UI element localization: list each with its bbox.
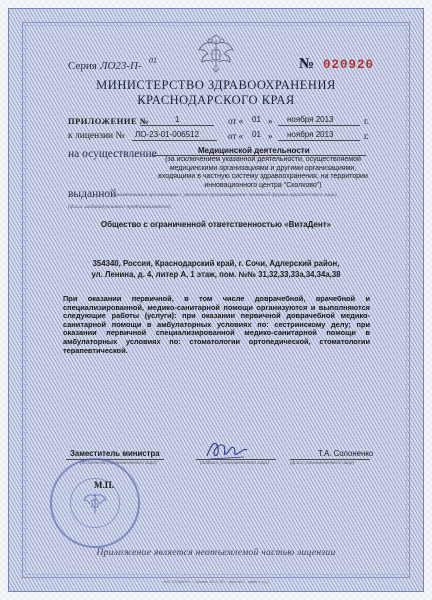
series-value: ЛО23-П- — [100, 60, 142, 72]
name-hint: (ф.и.о. уполномоченного лица) — [290, 461, 355, 466]
ministry-title-line1: МИНИСТЕРСТВО ЗДРАВООХРАНЕНИЯ — [96, 78, 336, 92]
series-label: Серия — [68, 60, 97, 72]
signature-line — [196, 459, 276, 460]
issued-hint-ip: (ф.и.о. индивидуального предпринимателя) — [68, 204, 171, 210]
appendix-from-label: от « — [228, 116, 244, 126]
seal-place-label: М.П. — [94, 480, 114, 490]
issued-hint: (наименование организации с указанием организационно-правовой формы юридического лица) — [112, 192, 337, 198]
signatory-name: Т.А. Солоненко — [318, 449, 374, 458]
appendix-date-line — [278, 125, 360, 126]
appendix-number: 1 — [175, 115, 180, 124]
coat-of-arms-icon — [194, 34, 238, 74]
signatory-position: Заместитель министра — [70, 449, 160, 458]
activity-label: на осуществление — [68, 148, 157, 160]
license-month-year: ноября 2013 — [287, 130, 334, 139]
address-line2: ул. Ленина, д. 4, литер А, 1 этаж, пом. №№ 31,32,33,33а,34,34а,38 — [91, 270, 341, 279]
activity-note: (за исключением указанной деятельности, осуществляемой медицинскими организациями и другими организациями, входящими в частную систему здравоохранения, на территории инновационного центра "Сколково") — [158, 156, 368, 189]
license-day: 01 — [252, 130, 261, 139]
document-number: 020920 — [323, 58, 375, 72]
ministry-title-line2: КРАСНОДАРСКОГО КРАЯ — [137, 93, 295, 107]
printer-info: ЗАО «ОПЦИОН», г. Москва, 2012, «Б» , заказ № 1 , тираж 1 (т.р.) — [163, 580, 269, 584]
signature-hint: (подпись уполномоченного лица) — [200, 461, 269, 466]
services-description: При оказании первичной, в том числе доврачебной, врачебной и специализированной, медико-санитарной помощи организуются и выполняются следующие работы (услуги): при оказании первичной доврачебной медико-санитарной помощи в амбулаторных условиях по: сестринскому делу; при оказании первичной специализированной медико-санитарной помощи в амбулаторных условиях по: стоматологии ортопедической, стоматологии терапевтической. — [63, 294, 370, 355]
issued-label: выданной — [68, 188, 117, 200]
activity-value: Медицинской деятельности — [198, 146, 310, 155]
footer-note: Приложение является неотъемлемой частью лицензии — [96, 548, 336, 558]
organization-name: Общество с ограниченной ответственностью «ВитаДент» — [100, 220, 332, 229]
license-year-suffix: г. — [364, 131, 369, 141]
license-date-line — [278, 140, 360, 141]
license-label: к лицензии № — [68, 131, 125, 141]
series-suffix: 01 — [149, 56, 157, 65]
appendix-day-close: » — [268, 116, 273, 126]
license-day-close: » — [268, 131, 273, 141]
appendix-number-line — [140, 125, 214, 126]
appendix-year-suffix: г. — [364, 116, 369, 126]
appendix-day: 01 — [252, 115, 261, 124]
license-from-label: от « — [228, 131, 244, 141]
name-line — [290, 459, 370, 460]
appendix-month-year: ноября 2013 — [287, 115, 334, 124]
license-number: ЛО-23-01-006512 — [135, 130, 199, 139]
seal-emblem-icon — [80, 488, 110, 518]
address-line1: 354340, Россия, Краснодарский край, г. Сочи, Адлерский район, — [92, 259, 340, 268]
number-sign: № — [299, 56, 315, 72]
position-hint: (должность уполномоченного лица) — [80, 461, 157, 466]
appendix-label: ПРИЛОЖЕНИЕ № — [68, 116, 149, 126]
license-number-line — [132, 140, 217, 141]
